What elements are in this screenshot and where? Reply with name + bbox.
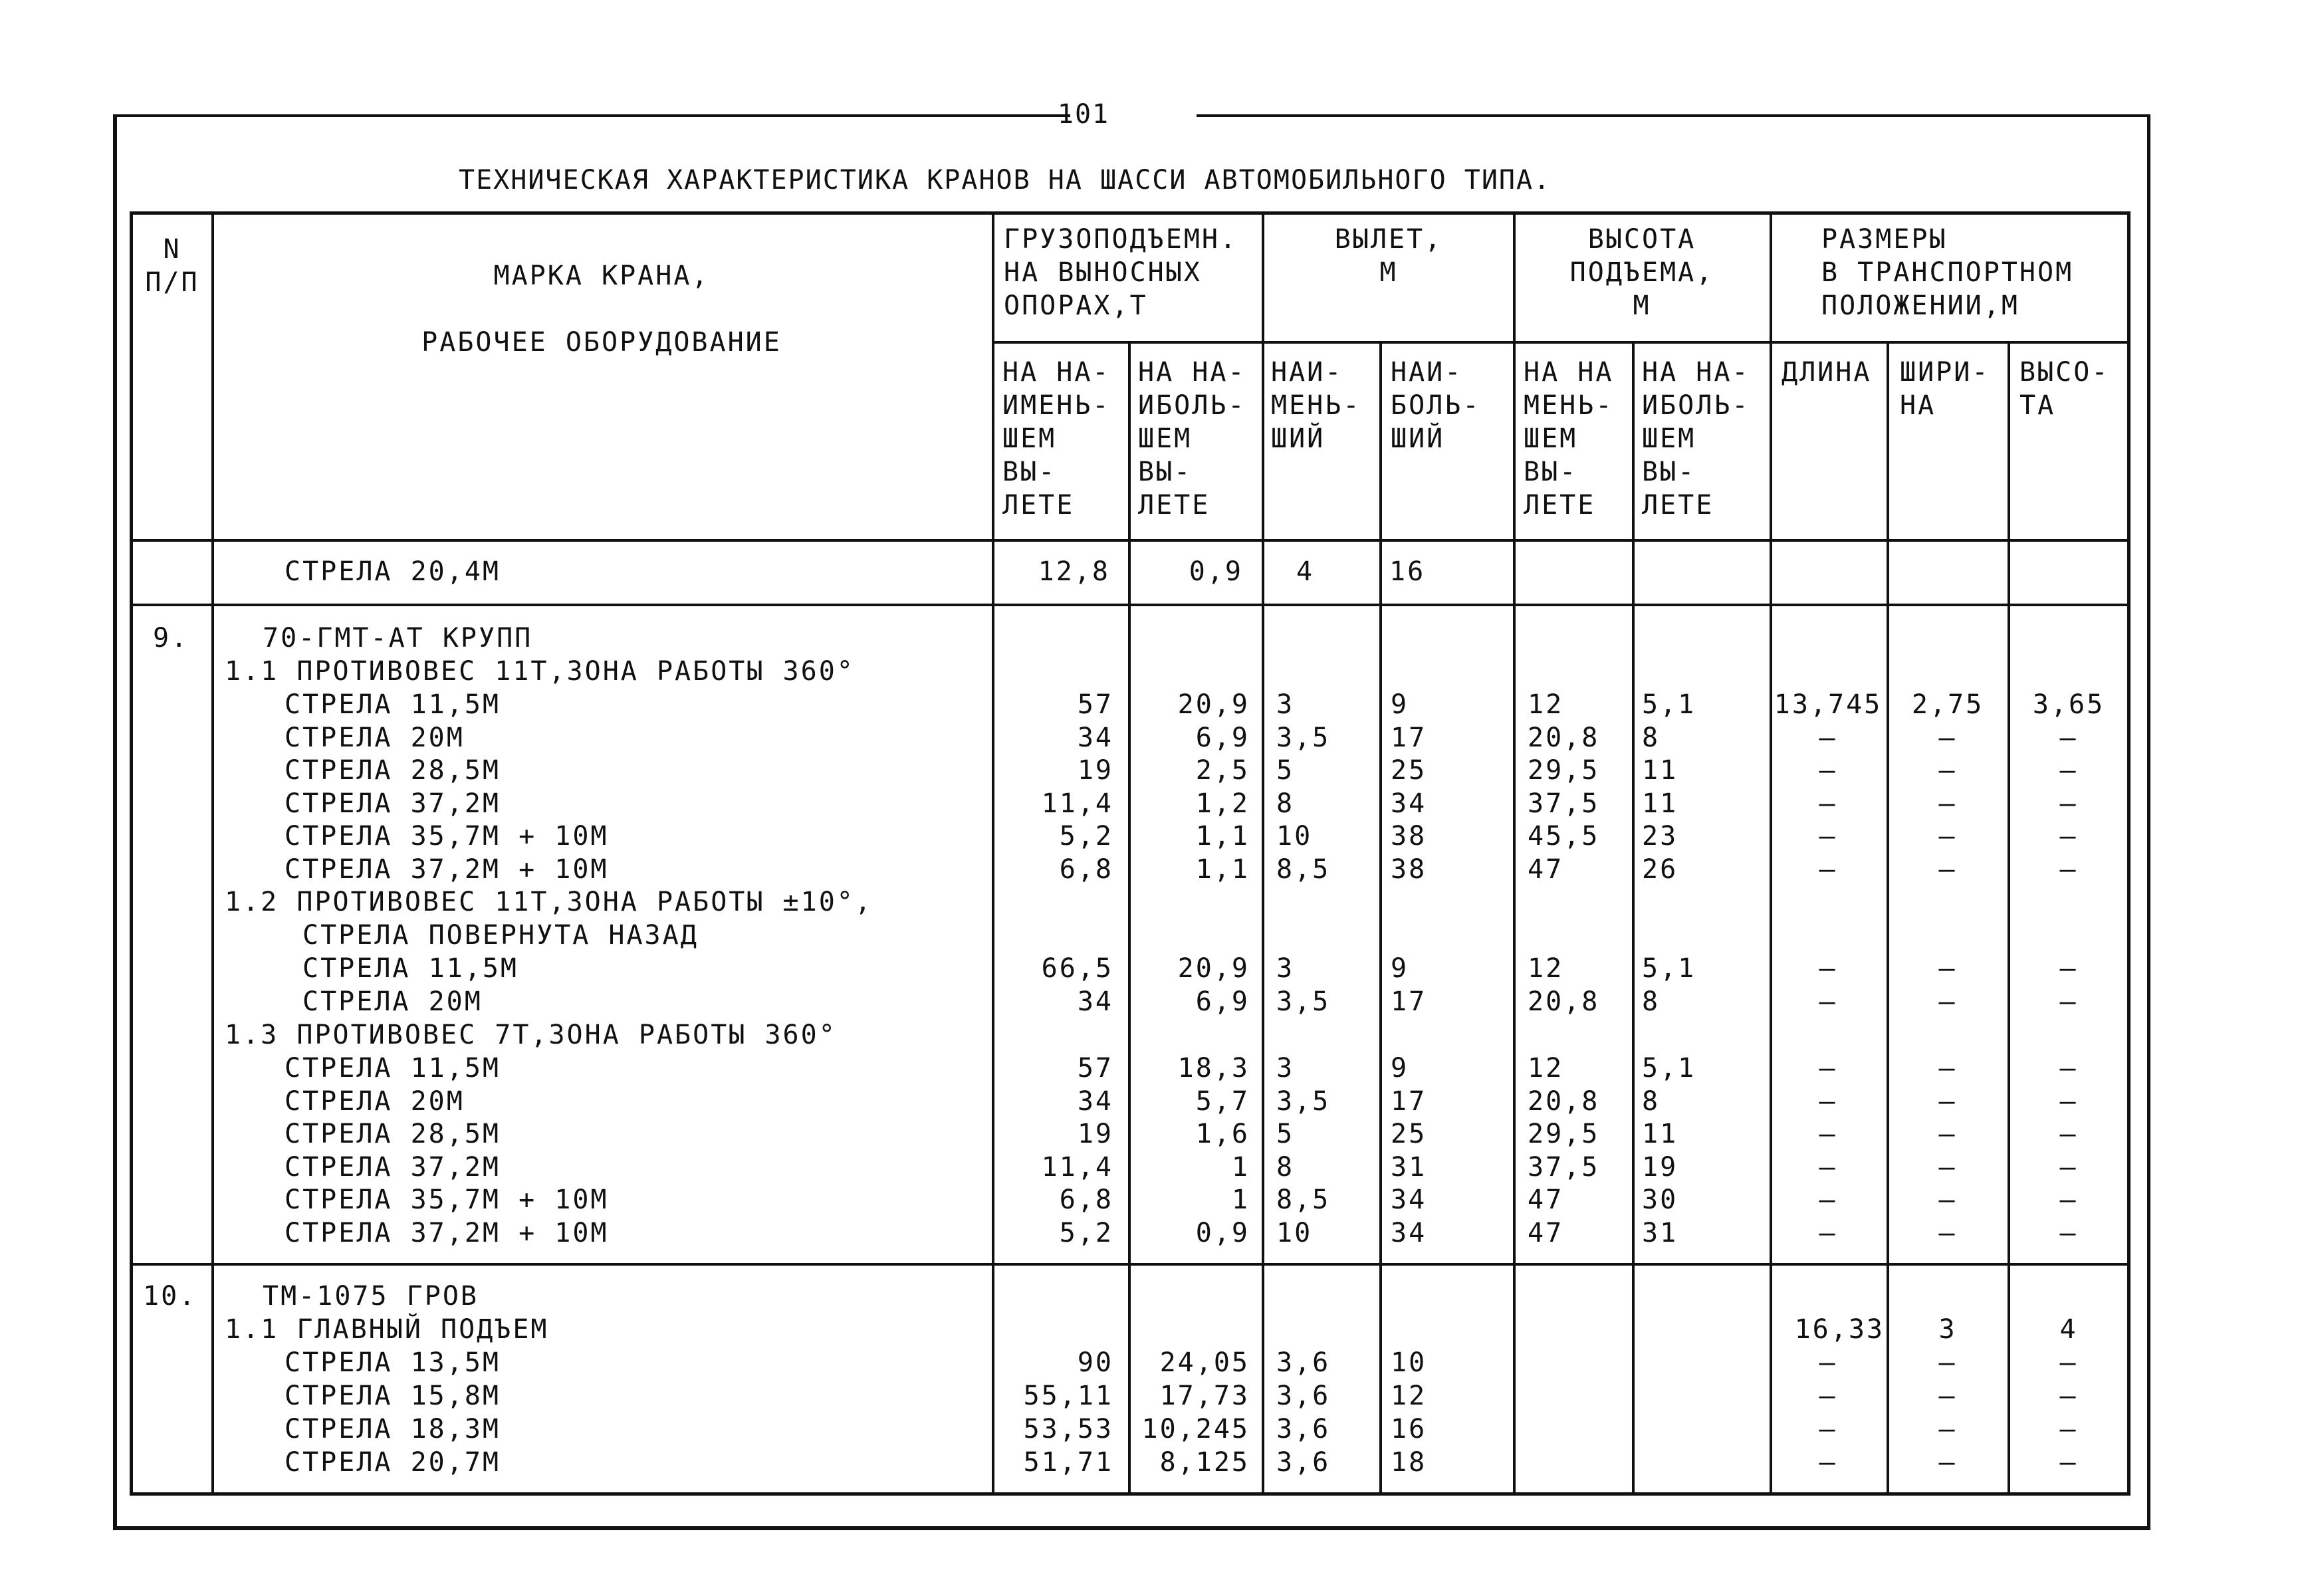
cell-h1: 47 <box>1528 1185 1564 1215</box>
cell-d3: – <box>2059 953 2078 984</box>
cell-d2: – <box>1938 1347 1957 1378</box>
cell-c2: 0,9 <box>1195 1217 1250 1248</box>
cell-d2: – <box>1938 1414 1957 1444</box>
cell-c1: 19 <box>1077 755 1113 786</box>
cell-d2: – <box>1938 1053 1957 1083</box>
cell-r1: 3,6 <box>1276 1447 1331 1478</box>
cell-d1: – <box>1819 755 1837 786</box>
section10-group1: 1.1 ГЛАВНЫЙ ПОДЪЕМ <box>225 1314 549 1345</box>
row-label: СТРЕЛА 37,2М <box>285 788 501 819</box>
cell-d3: – <box>2059 854 2078 885</box>
row-label: СТРЕЛА 35,7М + 10М <box>285 1185 609 1215</box>
header-equipment: РАБОЧЕЕ ОБОРУДОВАНИЕ <box>421 327 782 358</box>
cell-h1: 29,5 <box>1528 1119 1600 1149</box>
section10-dim-wid: 3 <box>1938 1314 1957 1345</box>
cell-d3: – <box>2059 1217 2078 1248</box>
cell-r1: 3,5 <box>1276 986 1331 1017</box>
cell-c2: 6,9 <box>1195 722 1250 753</box>
cell-d3: – <box>2059 1414 2078 1444</box>
cell-r2: 9 <box>1391 1053 1409 1083</box>
cell-r2: 25 <box>1391 755 1427 786</box>
section9-model: 70-ГМТ-АТ КРУПП <box>263 623 533 653</box>
row-label: СТРЕЛА 28,5М <box>285 1119 501 1149</box>
cell-c2: 6,9 <box>1195 986 1250 1017</box>
cell-c2: 1,1 <box>1195 821 1250 852</box>
section10-dim-hgt: 4 <box>2059 1314 2078 1345</box>
cell-d1: – <box>1819 722 1837 753</box>
cell-c1: 90 <box>1077 1347 1113 1378</box>
cell-d3: – <box>2059 1053 2078 1083</box>
row-label: СТРЕЛА 11,5М <box>285 1053 501 1083</box>
cell-d1: – <box>1819 1347 1837 1378</box>
cell-r1: 3,6 <box>1276 1414 1331 1444</box>
cell-r2: 10 <box>1391 1347 1427 1378</box>
cell-h1: 12 <box>1528 689 1564 720</box>
cell-h2: 11 <box>1642 788 1678 819</box>
cell-c1: 5,2 <box>1059 1217 1113 1248</box>
row-label: СТРЕЛА 13,5М <box>285 1347 501 1378</box>
cell-c2: 18,3 <box>1177 1053 1250 1083</box>
subheader-hgt: ВЫСО- ТА <box>2019 357 2110 421</box>
cell-d1: – <box>1819 1447 1837 1478</box>
cell-r2: 34 <box>1391 788 1427 819</box>
cell-c1: 34 <box>1077 986 1113 1017</box>
section10-model: ТМ-1075 ГРОВ <box>263 1281 479 1311</box>
subheader-cap-max: НА НА- ИБОЛЬ- ШЕМ ВЫ- ЛЕТЕ <box>1138 357 1246 520</box>
cell-r1: 5 <box>1276 755 1295 786</box>
cell-d1: – <box>1819 986 1837 1017</box>
cell-h2: 31 <box>1642 1217 1678 1248</box>
cell-r2: 34 <box>1391 1185 1427 1215</box>
cell-c1: 6,8 <box>1059 1185 1113 1215</box>
row-label: СТРЕЛА 37,2М <box>285 1151 501 1183</box>
cell-c1: 34 <box>1077 1085 1113 1117</box>
cell-d3: – <box>2059 1119 2078 1149</box>
cell-r2: 31 <box>1391 1151 1427 1183</box>
subheader-h-min: НА НА МЕНЬ- ШЕМ ВЫ- ЛЕТЕ <box>1524 357 1614 520</box>
col-line <box>1262 213 1264 1494</box>
cell-d1: – <box>1819 1217 1837 1248</box>
cell-c1: 51,71 <box>1023 1447 1113 1478</box>
header-mark: МАРКА КРАНА, <box>493 261 710 291</box>
cell-d1: – <box>1819 1053 1837 1083</box>
cell-d2: – <box>1938 986 1957 1017</box>
cell-d3: – <box>2059 722 2078 753</box>
cell-c1: 11,4 <box>1041 1151 1113 1183</box>
cell-d3: – <box>2059 1347 2078 1378</box>
row-line <box>131 539 2130 542</box>
cell-d3: – <box>2059 1085 2078 1117</box>
cell-c2: 1,1 <box>1195 854 1250 885</box>
cell-r1: 10 <box>1276 1217 1313 1248</box>
subheader-wid: ШИРИ- НА <box>1900 357 1990 421</box>
cell-c2: 17,73 <box>1159 1381 1250 1411</box>
top-row-label: СТРЕЛА 20,4М <box>285 556 501 587</box>
cell-h1: 37,5 <box>1528 788 1600 819</box>
cell-d1: – <box>1819 821 1837 852</box>
cell-r1: 3,5 <box>1276 722 1331 753</box>
top-row-cap-max: 0,9 <box>1189 556 1243 587</box>
row-label: СТРЕЛА 18,3М <box>285 1414 501 1444</box>
row-label: СТРЕЛА 37,2М + 10М <box>285 1217 609 1248</box>
col-line <box>1379 342 1382 1494</box>
cell-c1: 19 <box>1077 1119 1113 1149</box>
cell-r1: 3 <box>1276 953 1295 984</box>
cell-d1: – <box>1819 1085 1837 1117</box>
cell-h1: 45,5 <box>1528 821 1600 852</box>
cell-d1: – <box>1819 953 1837 984</box>
cell-c2: 24,05 <box>1159 1347 1250 1378</box>
cell-r2: 17 <box>1391 722 1427 753</box>
section10-np: 10. <box>143 1281 197 1311</box>
row-label: СТРЕЛА 20М <box>302 986 483 1017</box>
cell-r1: 8 <box>1276 788 1295 819</box>
cell-h1: 47 <box>1528 1217 1564 1248</box>
cell-d2: – <box>1938 722 1957 753</box>
cell-d2: – <box>1938 821 1957 852</box>
cell-d2: – <box>1938 1119 1957 1149</box>
row-line <box>131 1263 2130 1266</box>
cell-c1: 53,53 <box>1023 1414 1113 1444</box>
row-label: СТРЕЛА 20,7М <box>285 1447 501 1478</box>
cell-h2: 11 <box>1642 1119 1678 1149</box>
header-dims: РАЗМЕРЫ В ТРАНСПОРТНОМ ПОЛОЖЕНИИ,М <box>1821 224 2074 321</box>
cell-c1: 11,4 <box>1041 788 1113 819</box>
cell-h1: 12 <box>1528 1053 1564 1083</box>
cell-c2: 10,245 <box>1141 1414 1250 1444</box>
cell-h1: 20,8 <box>1528 1085 1600 1117</box>
subheader-h-max: НА НА- ИБОЛЬ- ШЕМ ВЫ- ЛЕТЕ <box>1642 357 1750 520</box>
cell-c2: 2,5 <box>1195 755 1250 786</box>
row-label: СТРЕЛА 11,5М <box>285 689 501 720</box>
section9-group3: 1.3 ПРОТИВОВЕС 7Т,ЗОНА РАБОТЫ 360° <box>225 1020 837 1050</box>
row-line <box>131 604 2130 606</box>
cell-c1: 55,11 <box>1023 1381 1113 1411</box>
section9-group1: 1.1 ПРОТИВОВЕС 11Т,ЗОНА РАБОТЫ 360° <box>225 656 855 687</box>
cell-c2: 1,2 <box>1195 788 1250 819</box>
col-line <box>1513 213 1516 1494</box>
col-line <box>1632 342 1635 1494</box>
cell-d2: – <box>1938 1447 1957 1478</box>
cell-r2: 34 <box>1391 1217 1427 1248</box>
cell-d1: – <box>1819 854 1837 885</box>
cell-d3: 3,65 <box>2032 689 2105 720</box>
subheader-reach-min: НАИ- МЕНЬ- ШИЙ <box>1271 357 1361 454</box>
cell-d2: 2,75 <box>1911 689 1984 720</box>
header-capacity: ГРУЗОПОДЪЕМН. НА ВЫНОСНЫХ ОПОРАХ,Т <box>1004 224 1238 321</box>
cell-d3: – <box>2059 1447 2078 1478</box>
cell-d2: – <box>1938 1217 1957 1248</box>
subheader-reach-max: НАИ- БОЛЬ- ШИЙ <box>1391 357 1481 454</box>
top-row-reach-max: 16 <box>1389 556 1426 587</box>
cell-h2: 5,1 <box>1642 1053 1696 1083</box>
cell-c2: 20,9 <box>1177 689 1250 720</box>
cell-d1: – <box>1819 1185 1837 1215</box>
row-label: СТРЕЛА 37,2М + 10М <box>285 854 609 885</box>
row-label: СТРЕЛА 35,7М + 10М <box>285 821 609 852</box>
section9-group2-a: 1.2 ПРОТИВОВЕС 11Т,ЗОНА РАБОТЫ ±10°, <box>225 887 873 917</box>
row-label: СТРЕЛА 20М <box>285 722 465 753</box>
cell-h2: 5,1 <box>1642 953 1696 984</box>
cell-h1: 47 <box>1528 854 1564 885</box>
section10-dim-len: 16,33 <box>1794 1314 1885 1345</box>
cell-d2: – <box>1938 788 1957 819</box>
cell-c2: 1,6 <box>1195 1119 1250 1149</box>
cell-d2: – <box>1938 1381 1957 1411</box>
cell-r1: 10 <box>1276 821 1313 852</box>
cell-c1: 5,2 <box>1059 821 1113 852</box>
header-height: ВЫСОТА ПОДЪЕМА, М <box>1569 224 1714 321</box>
cell-d2: – <box>1938 1185 1957 1215</box>
cell-d3: – <box>2059 1185 2078 1215</box>
cell-c1: 57 <box>1077 689 1113 720</box>
cell-h2: 11 <box>1642 755 1678 786</box>
row-label: СТРЕЛА 20М <box>285 1085 465 1117</box>
cell-c1: 34 <box>1077 722 1113 753</box>
row-label: СТРЕЛА 15,8М <box>285 1381 501 1411</box>
row-line <box>992 341 2130 344</box>
cell-d3: – <box>2059 821 2078 852</box>
cell-c2: 5,7 <box>1195 1085 1250 1117</box>
cell-d1: 13,745 <box>1774 689 1883 720</box>
cell-d2: – <box>1938 1085 1957 1117</box>
cell-c2: 1 <box>1231 1185 1250 1215</box>
cell-h2: 30 <box>1642 1185 1678 1215</box>
cell-r2: 12 <box>1391 1381 1427 1411</box>
cell-r2: 18 <box>1391 1447 1427 1478</box>
cell-r2: 38 <box>1391 854 1427 885</box>
cell-c2: 8,125 <box>1159 1447 1250 1478</box>
cell-r2: 16 <box>1391 1414 1427 1444</box>
cell-r2: 9 <box>1391 953 1409 984</box>
header-reach: ВЫЛЕТ, М <box>1334 224 1443 288</box>
cell-h1: 20,8 <box>1528 722 1600 753</box>
cell-d2: – <box>1938 755 1957 786</box>
cell-h2: 8 <box>1642 722 1661 753</box>
cell-r2: 17 <box>1391 1085 1427 1117</box>
col-line <box>992 213 994 1494</box>
cell-r1: 3 <box>1276 1053 1295 1083</box>
col-line <box>1128 342 1131 1494</box>
cell-c1: 6,8 <box>1059 854 1113 885</box>
cell-d3: – <box>2059 986 2078 1017</box>
cell-r1: 3,5 <box>1276 1085 1331 1117</box>
cell-d1: – <box>1819 788 1837 819</box>
cell-d3: – <box>2059 1151 2078 1183</box>
cell-d1: – <box>1819 1381 1837 1411</box>
subheader-len: ДЛИНА <box>1782 357 1872 388</box>
cell-r1: 3 <box>1276 689 1295 720</box>
section9-np: 9. <box>153 623 189 653</box>
cell-r2: 38 <box>1391 821 1427 852</box>
cell-r1: 8,5 <box>1276 1185 1331 1215</box>
cell-d3: – <box>2059 755 2078 786</box>
cell-h2: 19 <box>1642 1151 1678 1183</box>
cell-d1: – <box>1819 1414 1837 1444</box>
header-np: N П/П <box>145 234 199 298</box>
cell-h2: 8 <box>1642 986 1661 1017</box>
col-line <box>211 213 214 1494</box>
cell-r1: 8 <box>1276 1151 1295 1183</box>
subheader-cap-min: НА НА- ИМЕНЬ- ШЕМ ВЫ- ЛЕТЕ <box>1002 357 1111 520</box>
top-row-cap-min: 12,8 <box>1038 556 1110 587</box>
page-number: 101 <box>1057 99 1110 130</box>
cell-c1: 57 <box>1077 1053 1113 1083</box>
cell-d3: – <box>2059 788 2078 819</box>
cell-h2: 23 <box>1642 821 1678 852</box>
cell-h2: 26 <box>1642 854 1678 885</box>
cell-h1: 20,8 <box>1528 986 1600 1017</box>
cell-h2: 5,1 <box>1642 689 1696 720</box>
cell-r2: 25 <box>1391 1119 1427 1149</box>
cell-r1: 3,6 <box>1276 1347 1331 1378</box>
cell-h1: 29,5 <box>1528 755 1600 786</box>
cell-r1: 3,6 <box>1276 1381 1331 1411</box>
cell-d1: – <box>1819 1119 1837 1149</box>
cell-c2: 20,9 <box>1177 953 1250 984</box>
cell-r1: 8,5 <box>1276 854 1331 885</box>
cell-r1: 5 <box>1276 1119 1295 1149</box>
cell-h1: 37,5 <box>1528 1151 1600 1183</box>
cell-h1: 12 <box>1528 953 1564 984</box>
row-label: СТРЕЛА 11,5М <box>302 953 518 984</box>
cell-r2: 17 <box>1391 986 1427 1017</box>
cell-d1: – <box>1819 1151 1837 1183</box>
row-label: СТРЕЛА 28,5М <box>285 755 501 786</box>
cell-d2: – <box>1938 1151 1957 1183</box>
cell-r2: 9 <box>1391 689 1409 720</box>
cell-c2: 1 <box>1231 1151 1250 1183</box>
section9-group2-b: СТРЕЛА ПОВЕРНУТА НАЗАД <box>302 920 699 951</box>
top-row-reach-min: 4 <box>1296 556 1315 587</box>
cell-d3: – <box>2059 1381 2078 1411</box>
cell-d2: – <box>1938 854 1957 885</box>
document-title: ТЕХНИЧЕСКАЯ ХАРАКТЕРИСТИКА КРАНОВ НА ШАССИ АВТОМОБИЛЬНОГО ТИПА. <box>459 165 1552 195</box>
cell-c1: 66,5 <box>1041 953 1113 984</box>
cell-h2: 8 <box>1642 1085 1661 1117</box>
cell-d2: – <box>1938 953 1957 984</box>
